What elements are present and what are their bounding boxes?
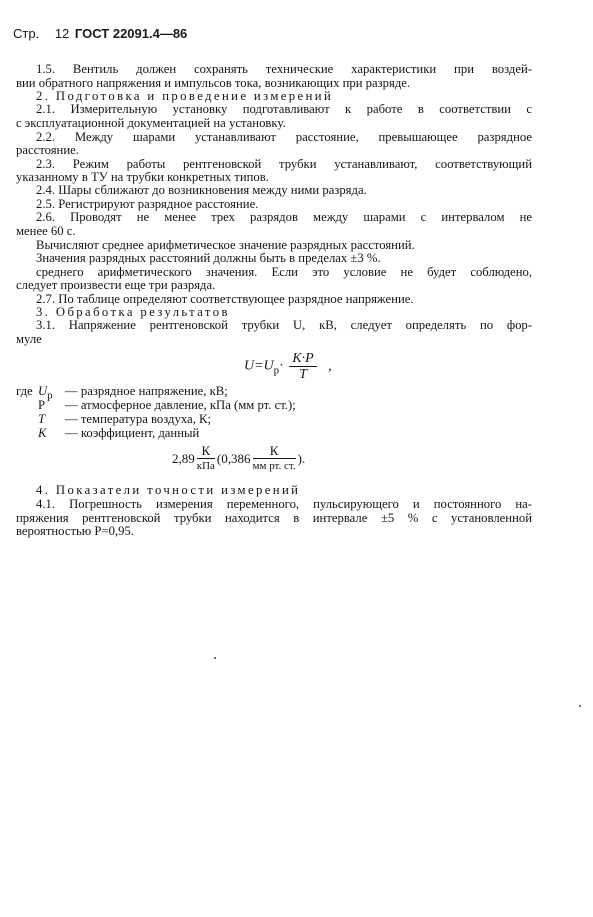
text-line: муле: [16, 332, 42, 346]
formula2-den2: мм рт. ст.: [252, 460, 296, 472]
legend-dash: —: [65, 426, 78, 440]
section-heading: 3. Обработка результатов: [36, 305, 230, 319]
legend-item: [65, 426, 199, 441]
scan-speck: [214, 657, 216, 659]
standard-number: ГОСТ 22091.4—86: [74, 26, 188, 41]
legend-symbol-text: U: [38, 384, 48, 398]
text-line: 4.1. Погрешность измерения переменного, пульсирующего и постоянного на-: [36, 497, 532, 511]
legend-item: [65, 412, 211, 427]
formula2-fraction-2: [253, 444, 296, 473]
formula2-fraction-1: [197, 444, 215, 473]
text-line: вероятностью P=0,95.: [16, 524, 135, 538]
text-line: 2.5. Регистрируют разрядное расстояние.: [36, 197, 259, 211]
formula2-open: (0,386: [216, 451, 251, 466]
text-line: указанному в ТУ на трубки конкретных типов.: [16, 170, 269, 184]
formula2-num2: К: [253, 444, 296, 459]
text-line: 2.6. Проводят не менее трех разрядов между шарами с интервалом не: [36, 210, 532, 224]
section-heading: 4. Показатели точности измерений: [36, 483, 301, 497]
text-line: 2.2. Между шарами устанавливают расстояние, превышающее разрядное: [36, 130, 532, 144]
legend-text: температура воздуха, К;: [80, 412, 211, 426]
page-number: 12: [54, 26, 70, 41]
text-line: менее 60 с.: [16, 224, 76, 238]
formula-subscript: р: [273, 364, 280, 377]
text-line: вии обратного напряжения и импульсов тока, возникающих при разряде.: [16, 76, 411, 90]
page-prefix: Стр.: [13, 26, 40, 41]
legend-text: коэффициент, данный: [80, 426, 200, 440]
legend-dash: —: [65, 412, 78, 426]
text-line: пряжения рентгеновской трубки находится в интервале ±5 % с установленной: [16, 511, 532, 525]
formula2-num1: К: [197, 444, 215, 459]
text-line: 2.7. По таблице определяют соответствующее разрядное напряжение.: [36, 292, 414, 306]
text-line: 3.1. Напряжение рентгеновской трубки U, кВ, следует определять по фор-: [36, 318, 532, 332]
text-line: 2.4. Шары сближают до возникновения между ними разряда.: [36, 183, 367, 197]
text-line: 2.3. Режим работы рентгеновской трубки устанавливают, соответствующий: [36, 157, 532, 171]
legend-item: [65, 398, 296, 413]
formula-dot: ·: [279, 358, 284, 374]
formula2-den1: кПа: [196, 460, 215, 472]
formula-comma: ,: [328, 358, 332, 374]
formula-coefficient: [172, 444, 305, 473]
formula-fraction: [289, 352, 316, 381]
text-line: 1.5. Вентиль должен сохранять технические характеристики при воздей-: [36, 62, 532, 76]
legend-text: атмосферное давление, кПа (мм рт. ст.);: [80, 398, 296, 412]
legend-text: разрядное напряжение, кВ;: [80, 384, 228, 398]
scan-speck: [579, 705, 581, 707]
text-line: следует произвести еще три разряда.: [16, 278, 216, 292]
legend-symbol: K: [38, 426, 47, 440]
section-heading: 2. Подготовка и проведение измерений: [36, 89, 334, 103]
formula-denominator: T: [299, 367, 307, 382]
legend-symbol-sub: р: [47, 389, 53, 402]
legend-item: [65, 384, 228, 399]
formula-lhs: U=U: [244, 358, 274, 374]
formula2-close: ).: [297, 451, 306, 466]
legend-prefix: где: [16, 384, 33, 398]
text-line: с эксплуатационной документацией на установку.: [16, 116, 286, 130]
text-line: Значения разрядных расстояний должны быть в пределах ±3 %.: [36, 251, 381, 265]
legend-dash: —: [65, 384, 78, 398]
legend-symbol: T: [38, 412, 46, 426]
legend-symbol: P: [38, 398, 46, 412]
formula-voltage: [244, 352, 332, 381]
text-line: расстояние.: [16, 143, 79, 157]
page-header: [13, 26, 187, 41]
text-line: среднего арифметического значения. Если это условие не будет соблюдено,: [36, 265, 532, 279]
text-line: 2.1. Измерительную установку подготавливают к работе в соответствии с: [36, 102, 532, 116]
legend-dash: —: [65, 398, 78, 412]
text-line: Вычисляют среднее арифметическое значение разрядных расстояний.: [36, 238, 415, 252]
formula-numerator: K·P: [289, 352, 316, 367]
formula2-coef: 2,89: [172, 451, 195, 466]
